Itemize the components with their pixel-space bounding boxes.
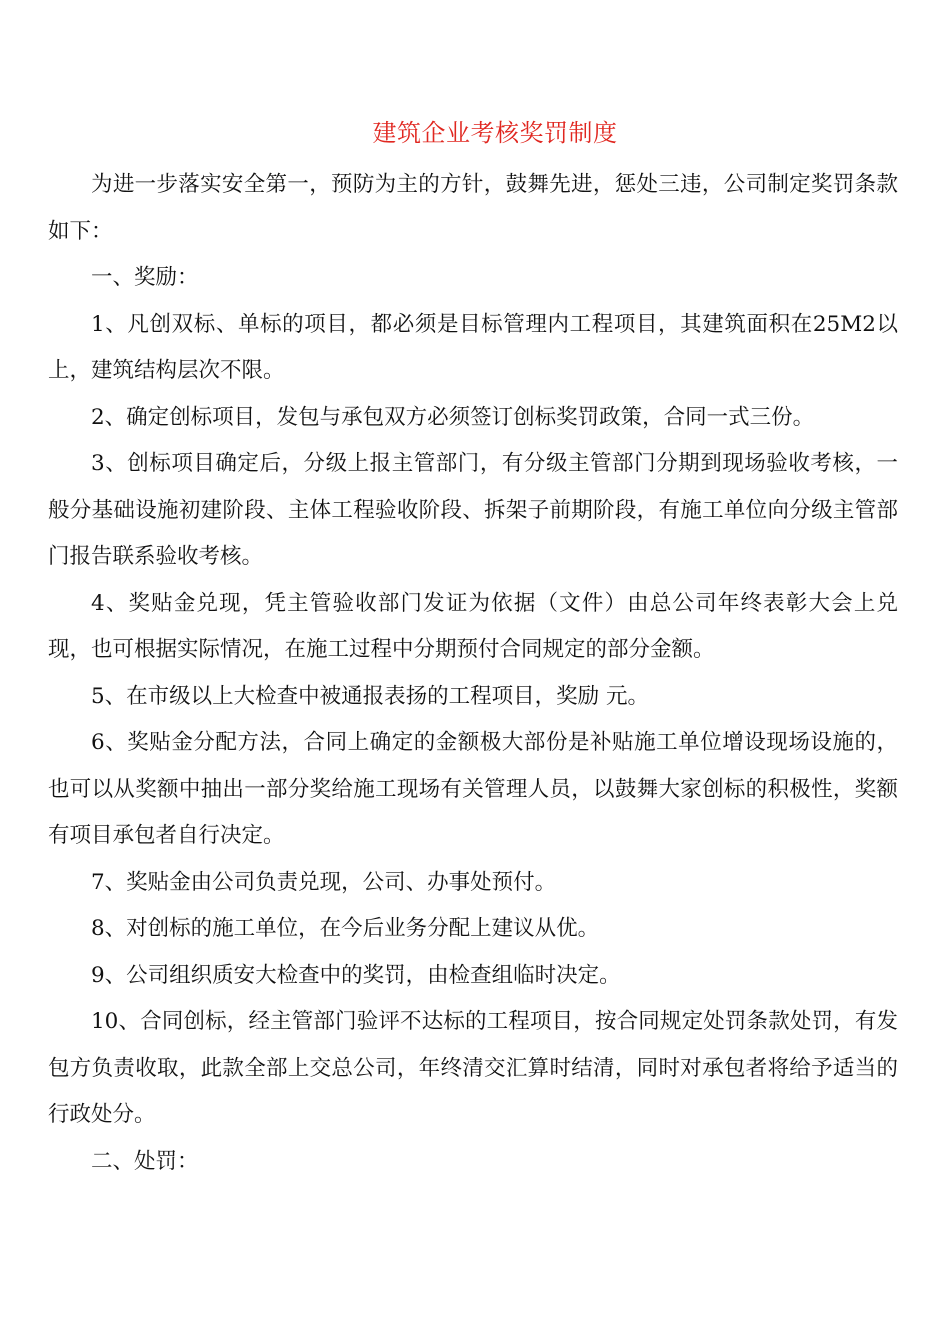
clause-4: 4、奖贴金兑现，凭主管验收部门发证为依据（文件）由总公司年终表彰大会上兑现，也可根据实际情况，在施工过程中分期预付合同规定的部分金额。 [48,590,898,662]
clause-1: 1、凡创双标、单标的项目，都必须是目标管理内工程项目，其建筑面积在25M2以上，建筑结构层次不限。 [48,311,898,383]
clause-6: 6、奖贴金分配方法，合同上确定的金额极大部份是补贴施工单位增设现场设施的，也可以从奖额中抽出一部分奖给施工现场有关管理人员，以鼓舞大家创标的积极性，奖额有项目承包者自行决定。 [48,730,898,848]
clause-2: 2、确定创标项目，发包与承包双方必须签订创标奖罚政策，合同一式三份。 [91,404,815,430]
section-heading-rewards: 一、奖励： [91,265,199,290]
clause-8: 8、对创标的施工单位，在今后业务分配上建议从优。 [91,916,600,941]
paragraph-intro: 为进一步落实安全第一，预防为主的方针，鼓舞先进，惩处三违，公司制定奖罚条款如下： [48,172,898,244]
clause-7: 7、奖贴金由公司负责兑现，公司、办事处预付。 [91,869,557,895]
clause-9: 9、公司组织质安大检查中的奖罚，由检查组临时决定。 [91,962,621,988]
document-body [48,162,898,1185]
clause-5: 5、在市级以上大检查中被通报表扬的工程项目，奖励 元。 [91,683,650,709]
document-title: 建筑企业考核奖罚制度 [372,119,618,147]
clause-3: 3、创标项目确定后，分级上报主管部门，有分级主管部门分期到现场验收考核，一般分基础设施初建阶段、主体工程验收阶段、拆架子前期阶段，有施工单位向分级主管部门报告联系验收考核。 [48,451,898,569]
section-heading-penalties: 二、处罚： [91,1148,199,1174]
clause-10: 10、合同创标，经主管部门验评不达标的工程项目，按合同规定处罚条款处罚，有发包方负责收取，此款全部上交总公司，年终清交汇算时结清，同时对承包者将给予适当的行政处分。 [48,1009,898,1127]
